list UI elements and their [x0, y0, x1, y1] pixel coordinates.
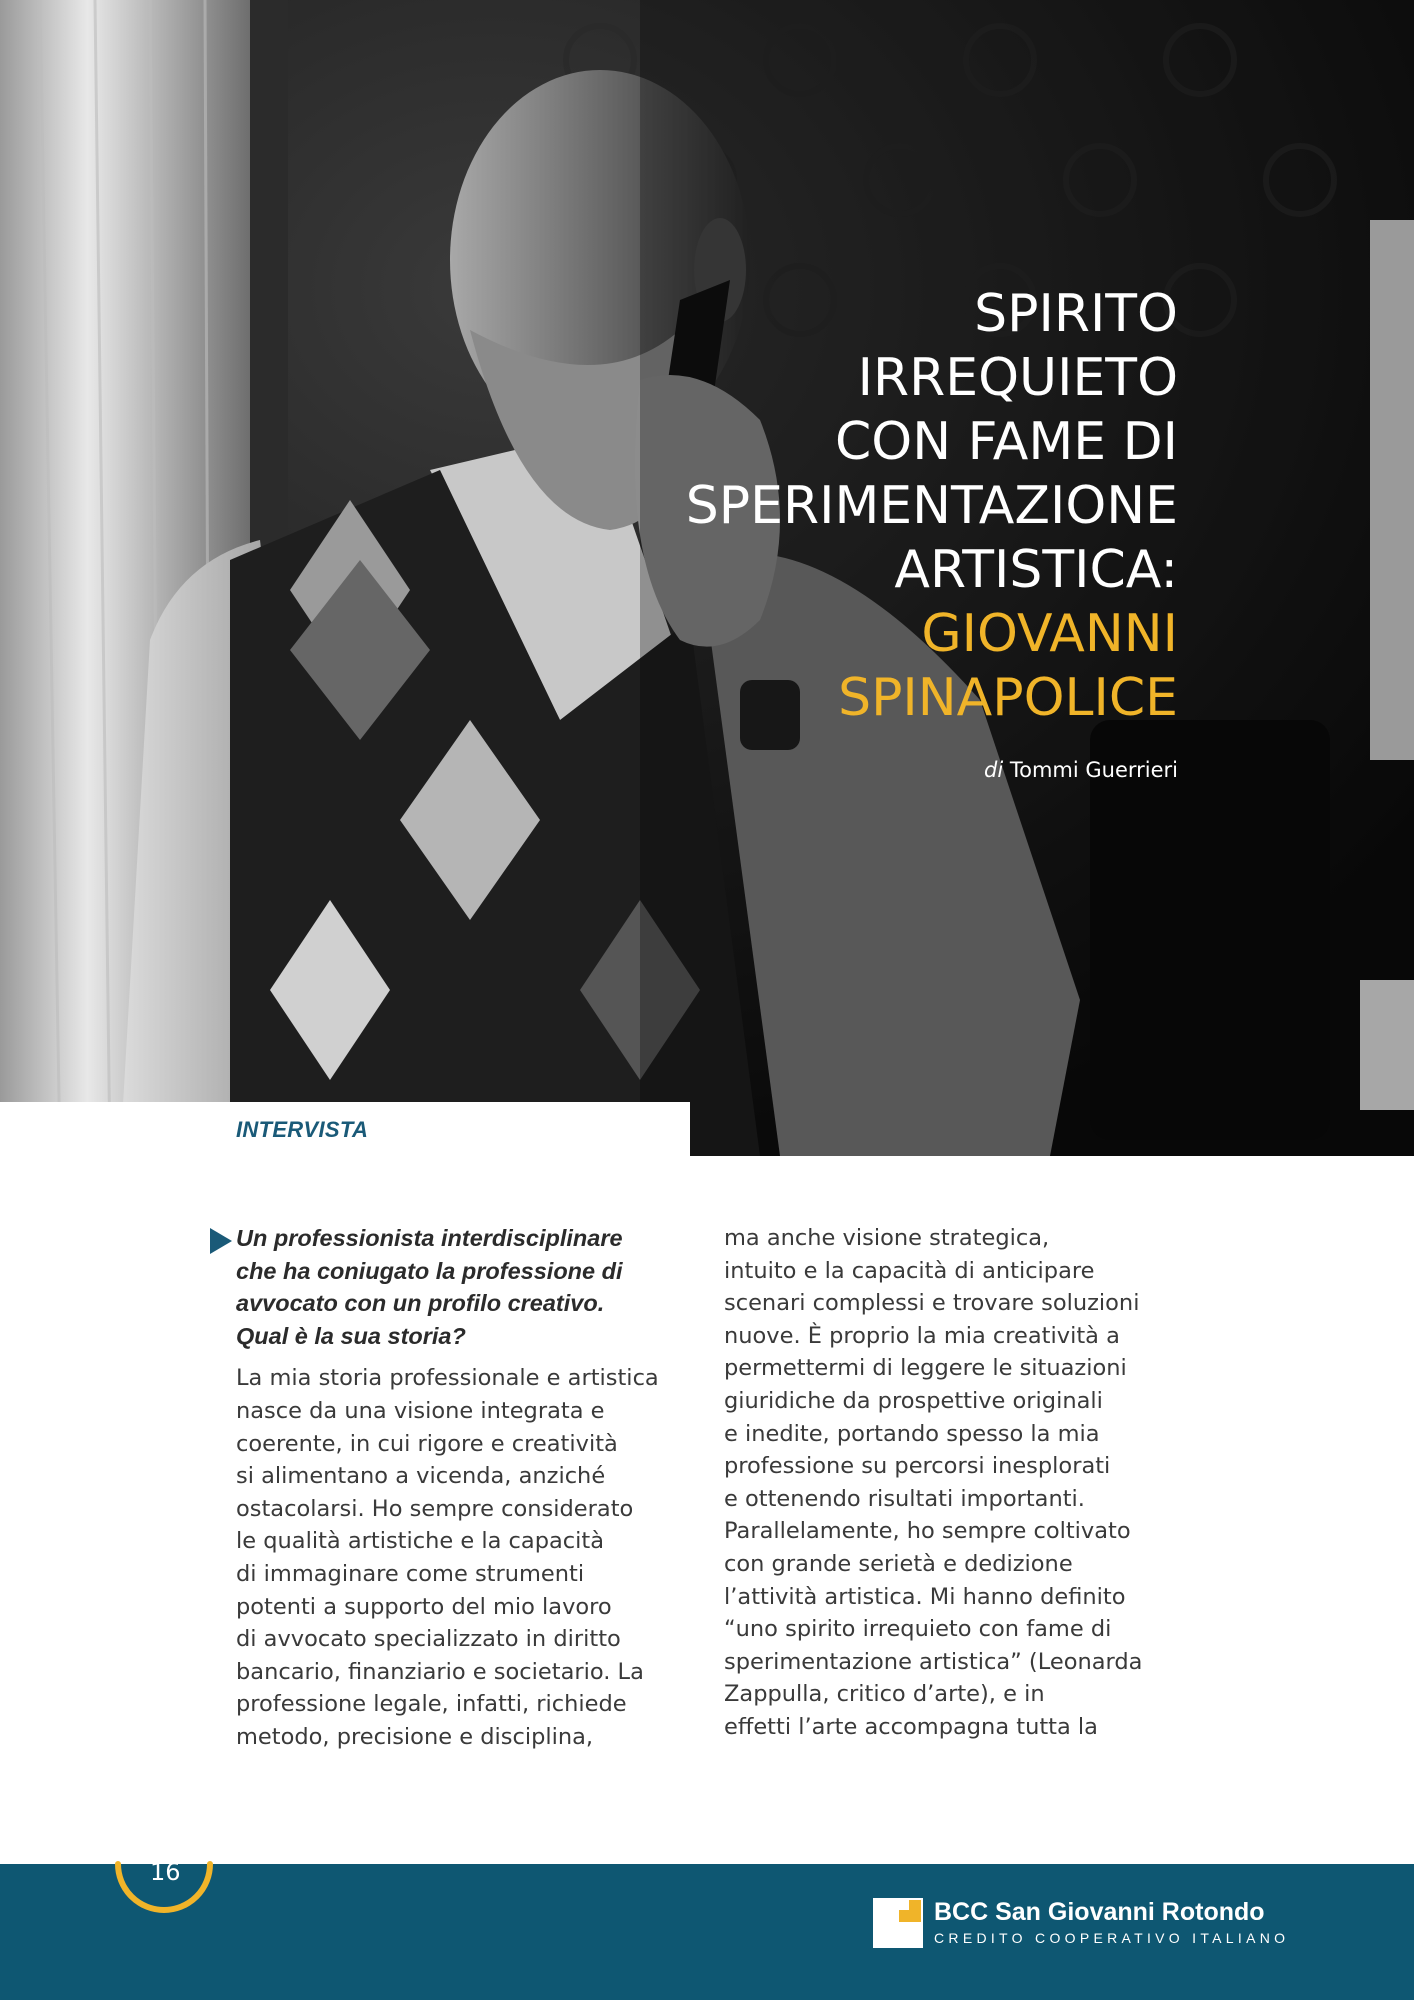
headline-line: CON FAME DI: [834, 412, 1178, 472]
body-line: potenti a supporto del mio lavoro: [236, 1593, 612, 1620]
byline-author: Tommi Guerrieri: [1009, 758, 1178, 782]
interview-question: [236, 1222, 696, 1352]
body-line: professione su percorsi inesplorati: [724, 1453, 1111, 1480]
body-line: intuito e la capacità di anticipare: [724, 1257, 1095, 1284]
body-line: l’attività artistica. Mi hanno definito: [724, 1583, 1126, 1610]
body-line: di immaginare come strumenti: [236, 1560, 585, 1587]
headline-line: IRREQUIETO: [857, 348, 1178, 408]
body-line: Parallelamente, ho sempre coltivato: [724, 1518, 1131, 1545]
article-column-right: [724, 1222, 1184, 1744]
body-line: sperimentazione artistica” (Leonarda: [724, 1648, 1143, 1675]
body-line: ma anche visione strategica,: [724, 1225, 1050, 1251]
body-line: giuridiche da prospettive originali: [724, 1387, 1103, 1414]
body-line: Zappulla, critico d’arte), e in: [724, 1681, 1045, 1708]
body-line: La mia storia professionale e artistica: [236, 1365, 659, 1392]
headline-name-line: SPINAPOLICE: [838, 668, 1178, 728]
body-line: coerente, in cui rigore e creatività: [236, 1430, 618, 1457]
body-line: scenari complessi e trovare soluzioni: [724, 1290, 1140, 1317]
byline-prefix: di: [983, 758, 1004, 782]
bank-name: BCC San Giovanni Rotondo: [934, 1898, 1265, 1926]
body-line: si alimentano a vicenda, anziché: [236, 1463, 606, 1490]
body-line: di avvocato specializzato in diritto: [236, 1626, 621, 1653]
body-line: e ottenendo risultati importanti.: [724, 1485, 1085, 1512]
page-number: 16: [150, 1858, 181, 1886]
headline-line: SPERIMENTAZIONE: [685, 476, 1178, 536]
headline-name-line: GIOVANNI: [921, 604, 1178, 664]
headline-line: ARTISTICA:: [894, 540, 1178, 600]
question-line: che ha coniugato la professione di: [236, 1257, 623, 1284]
section-label: INTERVISTA: [236, 1117, 369, 1142]
body-line: nasce da una visione integrata e: [236, 1397, 605, 1424]
body-line: “uno spirito irrequieto con fame di: [724, 1616, 1112, 1643]
question-line: Qual è la sua storia?: [236, 1322, 466, 1349]
body-line: nuove. È proprio la mia creatività a: [724, 1322, 1120, 1349]
body-line: bancario, finanziario e societario. La: [236, 1658, 644, 1685]
body-line: le qualità artistiche e la capacità: [236, 1528, 605, 1555]
body-line: professione legale, infatti, richiede: [236, 1691, 627, 1718]
question-line: avvocato con un profilo creativo.: [236, 1290, 605, 1317]
body-line: effetti l’arte accompagna tutta la: [724, 1713, 1098, 1740]
bank-tagline: CREDITO COOPERATIVO ITALIANO: [934, 1930, 1290, 1946]
author-byline: [984, 758, 1178, 782]
answer-paragraph: [236, 1362, 696, 1753]
body-line: metodo, precisione e disciplina,: [236, 1723, 594, 1750]
bcc-logo-icon: [873, 1898, 923, 1948]
article-headline: [478, 282, 1178, 730]
article-column-left: [236, 1222, 696, 1754]
body-line: ostacolarsi. Ho sempre considerato: [236, 1495, 634, 1522]
question-line: Un professionista interdisciplinare: [236, 1225, 623, 1251]
play-arrow-icon: [210, 1228, 232, 1254]
body-line: con grande serietà e dedizione: [724, 1550, 1073, 1577]
body-line: permettermi di leggere le situazioni: [724, 1355, 1127, 1382]
body-line: e inedite, portando spesso la mia: [724, 1420, 1100, 1447]
headline-line: SPIRITO: [974, 284, 1178, 344]
